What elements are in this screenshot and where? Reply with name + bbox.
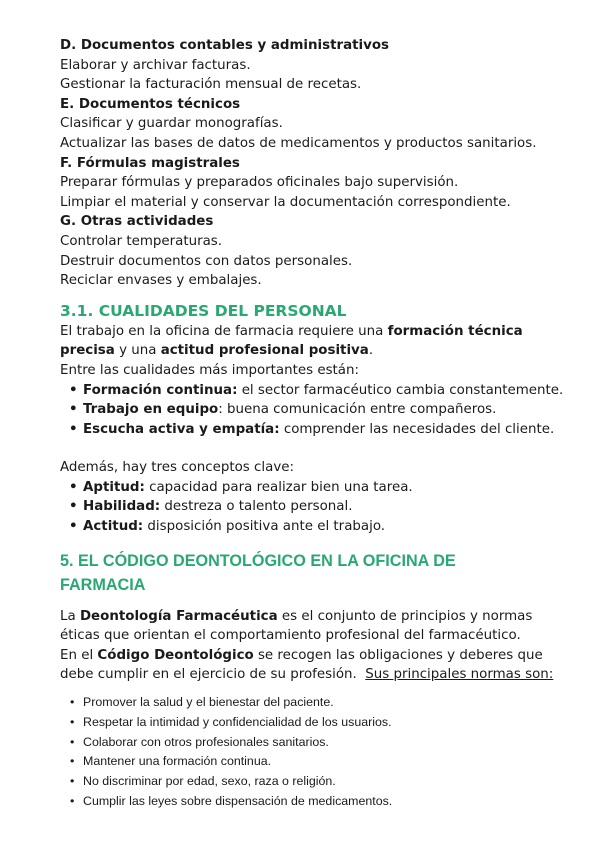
item-term: Habilidad: (83, 499, 161, 515)
p2-text: debe cumplir en el ejercicio de su profesión. (60, 667, 366, 683)
concepts-intro: Además, hay tres conceptos clave: (60, 460, 294, 476)
section-g-item: Controlar temperaturas. (60, 233, 223, 249)
intro-text: . (368, 343, 374, 359)
section-f-heading: F. Fórmulas magistrales (60, 155, 240, 171)
list-item (60, 420, 555, 440)
list-item (60, 497, 540, 517)
list-item: • Promover la salud y el bienestar del paciente. (60, 693, 540, 713)
p2-text: se recogen las obligaciones y deberes que (253, 647, 543, 663)
list-item: • No discriminar por edad, sexo, raza o religión. (60, 772, 540, 792)
section-d-heading: D. Documentos contables y administrativos (60, 38, 390, 53)
item-term: Trabajo en equipo (83, 402, 219, 418)
cualidades-title: 3.1. CUALIDADES DEL PERSONAL (60, 301, 347, 320)
p2-text: En el (60, 647, 98, 663)
cualidades-list (60, 381, 564, 440)
list-item (60, 381, 564, 401)
section-g-item: Reciclar envases y embalajes. (60, 273, 262, 289)
cualidades-intro-line2 (60, 341, 540, 361)
p2-underlined: Sus principales normas son: (365, 667, 554, 683)
codigo-p1-line1 (60, 607, 540, 627)
intro-bold-formacion: formación técnica (387, 323, 523, 339)
p1-text: es el conjunto de principios y normas (277, 608, 533, 624)
item-term: Escucha activa y empatía: (83, 421, 280, 437)
item-desc: disposición positiva ante el trabajo. (143, 519, 386, 535)
p2-bold: Código Deontológico (97, 647, 254, 663)
list-item (60, 478, 540, 498)
item-desc: : buena comunicación entre compañeros. (218, 402, 497, 418)
list-item: • Mantener una formación continua. (60, 752, 540, 772)
list-item: • Respetar la intimidad y confidencialidad de los usuarios. (60, 713, 540, 733)
section-d-item: Elaborar y archivar facturas. (60, 57, 251, 73)
p1-bold: Deontología Farmacéutica (79, 608, 278, 624)
list-item (60, 517, 540, 537)
cualidades-list-intro: Entre las cualidades más importantes están: (60, 362, 360, 378)
item-term: Formación continua: (83, 382, 238, 398)
concepts-list (60, 478, 540, 537)
item-term: Aptitud: (83, 479, 145, 495)
section-f-item: Limpiar el material y conservar la documentación correspondiente. (60, 194, 511, 210)
cualidades-intro-line1 (60, 322, 540, 342)
p1-text: La (60, 608, 80, 624)
norms-list (60, 693, 540, 812)
intro-bold-precisa: precisa (60, 343, 115, 359)
item-desc: comprender las necesidades del cliente. (279, 421, 555, 437)
codigo-title: 5. EL CÓDIGO DEONTOLÓGICO EN LA OFICINA DE FARMACIA (60, 551, 456, 594)
section-g-item: Destruir documentos con datos personales. (60, 253, 353, 269)
section-f-item: Preparar fórmulas y preparados oficinales bajo supervisión. (60, 175, 459, 191)
section-e-item: Actualizar las bases de datos de medicamentos y productos sanitarios. (60, 135, 537, 151)
codigo-p2-line2 (60, 665, 554, 685)
section-d-item: Gestionar la facturación mensual de recetas. (60, 77, 362, 93)
item-desc: el sector farmacéutico cambia constantemente. (237, 382, 564, 398)
list-item: • Cumplir las leyes sobre dispensación de medicamentos. (60, 792, 540, 812)
intro-bold-actitud: actitud profesional positiva (160, 343, 369, 359)
intro-text: El trabajo en la oficina de farmacia requiere una (60, 323, 388, 339)
list-item (60, 400, 540, 420)
section-e-heading: E. Documentos técnicos (60, 96, 241, 112)
section-e-item: Clasificar y guardar monografías. (60, 116, 283, 132)
intro-text: y una (114, 343, 161, 359)
item-desc: destreza o talento personal. (160, 499, 353, 515)
section-g-heading: G. Otras actividades (60, 214, 214, 230)
item-term: Actitud: (83, 519, 144, 535)
list-item: • Colaborar con otros profesionales sanitarios. (60, 733, 540, 753)
codigo-p2-line1 (60, 646, 543, 666)
codigo-p1-line2: éticas que orientan el comportamiento profesional del farmacéutico. (60, 628, 521, 644)
item-desc: capacidad para realizar bien una tarea. (144, 479, 413, 495)
